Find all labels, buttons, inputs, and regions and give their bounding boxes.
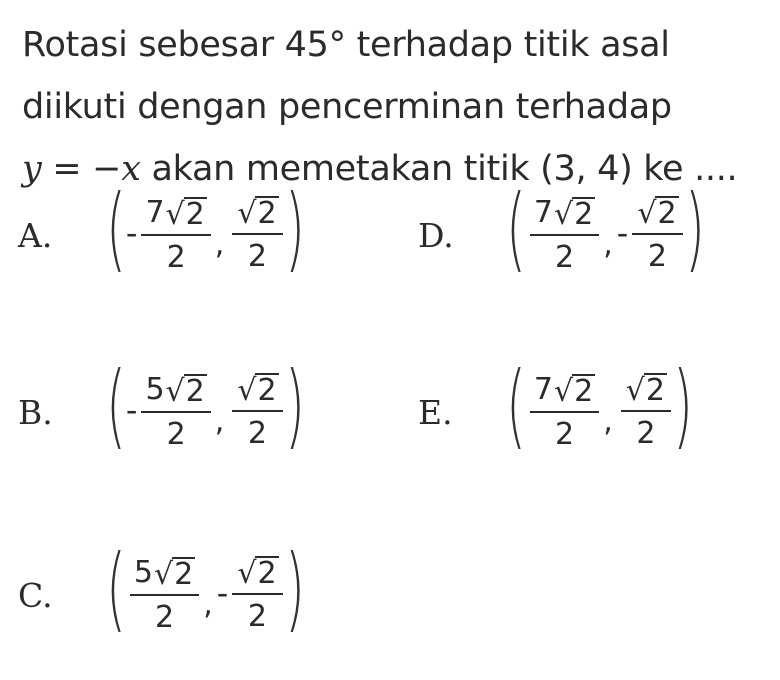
coordinate-pair [498,175,712,282]
y-denominator: 2 [636,416,656,451]
x-sign: - [125,391,138,429]
x-radicand: 2 [574,197,594,232]
coordinate-pair [98,352,312,459]
radical-sign: √ [237,373,257,408]
option-label: B. [18,392,53,432]
x-denominator: 2 [555,417,575,452]
x-coefficient: 7 [533,372,553,407]
option-c[interactable] [18,535,312,650]
option-label: C. [18,575,53,615]
question-line-2: diikuti dengan pencerminan terhadap [22,87,672,127]
y-radicand: 2 [257,196,277,231]
comma: , [603,226,613,262]
left-paren: ( [106,352,126,459]
y-fraction [232,556,282,634]
y-fraction [632,196,682,274]
x-radicand: 2 [185,374,205,409]
x-numerator [130,555,199,596]
coordinate-pair [98,175,312,282]
radical-sign: √ [165,197,185,232]
comma: , [214,403,225,439]
var-x: x [121,149,141,189]
question-text-part: Rotasi sebesar [22,25,285,65]
coordinate-pair [98,535,312,642]
option-d[interactable] [418,175,712,290]
left-paren: ( [506,175,526,282]
x-radicand: 2 [174,557,194,592]
question-text-part: terhadap titik asal [345,25,670,65]
right-paren: ) [684,175,705,282]
radical-sign: √ [165,374,185,409]
option-label: E. [418,392,453,432]
y-radicand: 2 [645,373,665,408]
x-fraction [530,195,599,275]
x-denominator: 2 [166,417,186,452]
comma: , [203,586,213,622]
y-numerator [232,196,282,235]
right-paren: ) [284,352,305,459]
y-fraction [232,373,282,451]
radical-sign: √ [237,196,257,231]
right-paren: ) [284,175,305,282]
x-denominator: 2 [166,240,186,275]
x-denominator: 2 [555,240,575,275]
right-paren: ) [673,352,693,459]
equals-minus: = − [41,149,122,189]
question-text [22,14,762,200]
y-numerator [621,373,671,412]
comma: , [603,403,613,439]
x-coefficient: 5 [133,555,153,590]
y-sign: - [216,574,229,612]
radical-sign: √ [154,557,174,592]
x-numerator [141,372,210,413]
x-sign: - [125,214,138,252]
left-paren: ( [106,535,126,642]
radical-sign: √ [554,197,574,232]
y-fraction [232,196,282,274]
x-coefficient: 7 [533,195,553,230]
coordinate-pair [498,352,701,459]
comma: , [214,226,225,262]
y-radicand: 2 [657,196,677,231]
y-denominator: 2 [247,416,267,451]
x-coefficient: 7 [145,195,165,230]
x-radicand: 2 [574,374,594,409]
option-a[interactable] [18,175,312,290]
x-numerator [530,372,599,413]
y-denominator: 2 [247,599,267,634]
question-line-1 [22,14,762,76]
y-radicand: 2 [257,556,277,591]
x-denominator: 2 [155,600,175,635]
radical-sign: √ [637,196,657,231]
y-numerator [232,556,282,595]
radical-sign: √ [237,556,257,591]
x-numerator [141,195,210,236]
option-label: A. [18,215,53,255]
var-y: y [22,149,42,189]
x-fraction [530,372,599,452]
radical-sign: √ [554,374,574,409]
y-numerator [232,373,282,412]
x-fraction [141,372,210,452]
y-numerator [632,196,682,235]
right-paren: ) [284,535,305,642]
y-fraction [621,373,671,451]
y-radicand: 2 [257,373,277,408]
x-fraction [141,195,210,275]
x-fraction [130,555,199,635]
radical-sign: √ [625,373,645,408]
left-paren: ( [506,352,526,459]
question-text-part: akan memetakan titik (3, 4) ke .... [140,149,738,189]
x-radicand: 2 [185,197,205,232]
y-denominator: 2 [247,239,267,274]
left-paren: ( [106,175,126,282]
option-label: D. [418,215,454,255]
option-e[interactable] [418,352,701,467]
option-b[interactable] [18,352,312,467]
y-denominator: 2 [647,239,667,274]
y-sign: - [616,214,629,252]
x-coefficient: 5 [145,372,165,407]
angle-value: 45° [284,25,346,65]
x-numerator [530,195,599,236]
